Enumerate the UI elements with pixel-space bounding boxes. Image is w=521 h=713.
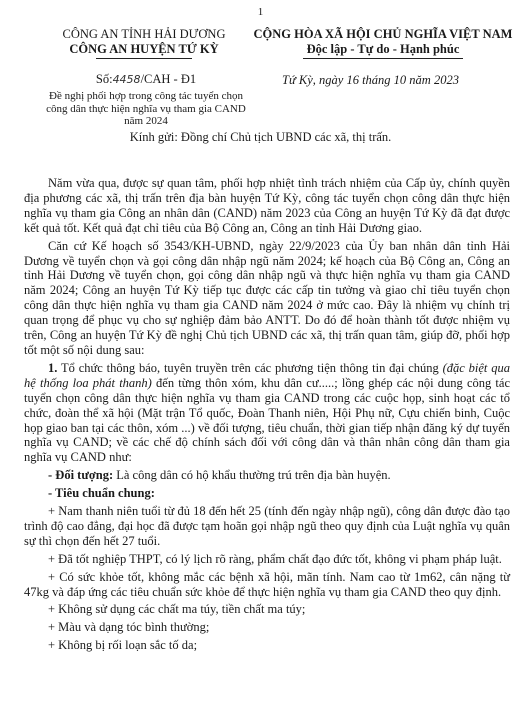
paragraph-intro: Năm vừa qua, được sự quan tâm, phối hợp nhiệt tình trách nhiệm của Cấp ủy, chính quyền địa phương các xã, thị trấn trên địa bàn huyện Tứ Kỳ, công tác tuyển chọn công dân thực hiện nghĩa vụ tham gia Công an nhân dân (CAND) năm 2023 của Công an huyện Tứ Kỳ đã đạt được kết quả tốt. Kết quả đạt chỉ tiêu của Bộ Công an, Công an tỉnh Hải Dương giao.	[24, 176, 510, 235]
nation-name: CỘNG HÒA XÃ HỘI CHỦ NGHĨA VIỆT NAM	[253, 27, 513, 41]
paragraph-basis: Căn cứ Kế hoạch số 3543/KH-UBND, ngày 22/9/2023 của Ủy ban nhân dân tỉnh Hải Dương về tuyển chọn và gọi công dân nhập ngũ năm 2024; kế hoạch của Bộ Công an, Công an tỉnh Hải Dương về tuyển chọn, gọi công dân nhập ngũ và thực hiện nghĩa vụ tham gia CAND năm 2024; Công an huyện Tứ Kỳ tiếp tục được các cấp tin tưởng và giao chỉ tiêu tuyển chọn công dân thực hiện nghĩa vụ tham gia CAND năm 2024 ở mức cao. Đây là nhiệm vụ chính trị quan trọng để phục vụ cho sự nghiệp đảm bảo ANTT. Do đó để hoàn thành tốt được nhiệm vụ trên, Công an huyện Tứ Kỳ đề nghị Chủ tịch UBND các xã, thị trấn quan tâm, giúp đỡ, phối hợp tốt một số nội dung sau:	[24, 238, 510, 357]
standard-health: + Có sức khỏe tốt, không mắc các bệnh xã hội, mãn tính. Nam cao từ 1m62, cân nặng từ 47kg và đáp ứng các tiêu chuẩn sức khỏe để thực hiện nghĩa vụ tham gia CAND theo quy định.	[24, 569, 510, 599]
standard-hair: + Màu và dạng tóc bình thường;	[48, 620, 210, 635]
doc-number-prefix: Số:	[95, 72, 113, 86]
standard-age: + Nam thanh niên tuổi từ đủ 18 đến hết 25 (tính đến ngày nhập ngũ), công dân được đào tạo trình độ cao đẳng, đại học đã được tạm hoãn gọi nhập ngũ theo quy định của Luật nghĩa vụ quân sự thì chọn đến hết 27 tuổi.	[24, 504, 510, 548]
standard-skin: + Không bị rối loạn sắc tố da;	[48, 638, 198, 653]
national-motto: Độc lập - Tự do - Hạnh phúc	[306, 42, 460, 56]
agency-underline	[96, 58, 192, 59]
recipient-line: Kính gửi: Đồng chí Chủ tịch UBND các xã, thị trấn.	[129, 130, 392, 144]
subject-label: - Đối tượng:	[48, 468, 114, 483]
document-number	[46, 72, 246, 87]
subject-criteria	[24, 468, 510, 483]
standard-no-drugs: + Không sử dụng các chất ma túy, tiền chất ma túy;	[48, 602, 306, 617]
item-1-text-b: đến từng thôn xóm, khu dân cư.....; lồng ghép các nội dung công tác tuyển chọn công dân thực hiện nghĩa vụ tham gia CAND trong các cuộc họp, sinh hoạt các tổ chức, đoàn thể xã hội (Mặt trận Tổ quốc, Đoàn Thanh niên, Hội Phụ nữ, Cựu chiến binh, Cuộc họp giao ban tại các thôn, xóm ...) về đối tượng, tiêu chuẩn, thời gian tiếp nhận đăng ký dự tuyển nghĩa vụ CAND; về các chế độ chính sách đối với công dân và thân nhân công dân tham gia nghĩa vụ CAND như:	[24, 375, 511, 465]
standard-education: + Đã tốt nghiệp THPT, có lý lịch rõ ràng, phẩm chất đạo đức tốt, không vi phạm pháp luật.	[48, 551, 502, 566]
issuing-agency-block	[44, 27, 244, 59]
document-subject: Đề nghị phối hợp trong công tác tuyển chọn công dân thực hiện nghĩa vụ tham gia CAND năm 2024	[46, 90, 246, 127]
doc-number-handwritten: 4458	[112, 73, 141, 86]
general-standards-heading	[24, 486, 510, 501]
item-1-number: 1.	[48, 360, 58, 375]
page-number: 1	[257, 6, 264, 18]
doc-number-suffix: /CAH - Đ1	[140, 72, 197, 86]
issuing-agency: CÔNG AN HUYỆN TỨ KỲ	[69, 42, 219, 56]
subject-text: Là công dân có hộ khẩu thường trú trên địa bàn huyện.	[116, 468, 391, 483]
paragraph-item-1	[24, 361, 510, 465]
motto-underline	[303, 58, 463, 59]
standards-label: - Tiêu chuẩn chung:	[48, 486, 155, 501]
document-body	[24, 176, 510, 656]
item-1-italic-note: (đặc biệt qua hệ thống loa phát thanh)	[24, 360, 510, 390]
parent-agency: CÔNG AN TỈNH HẢI DƯƠNG	[62, 27, 226, 41]
national-header-block	[250, 27, 516, 59]
item-1-text-a: Tổ chức thông báo, tuyên truyền trên các phương tiện thông tin đại chúng	[60, 360, 439, 375]
date-line: Tứ Kỳ, ngày 16 tháng 10 năm 2023	[282, 73, 459, 87]
